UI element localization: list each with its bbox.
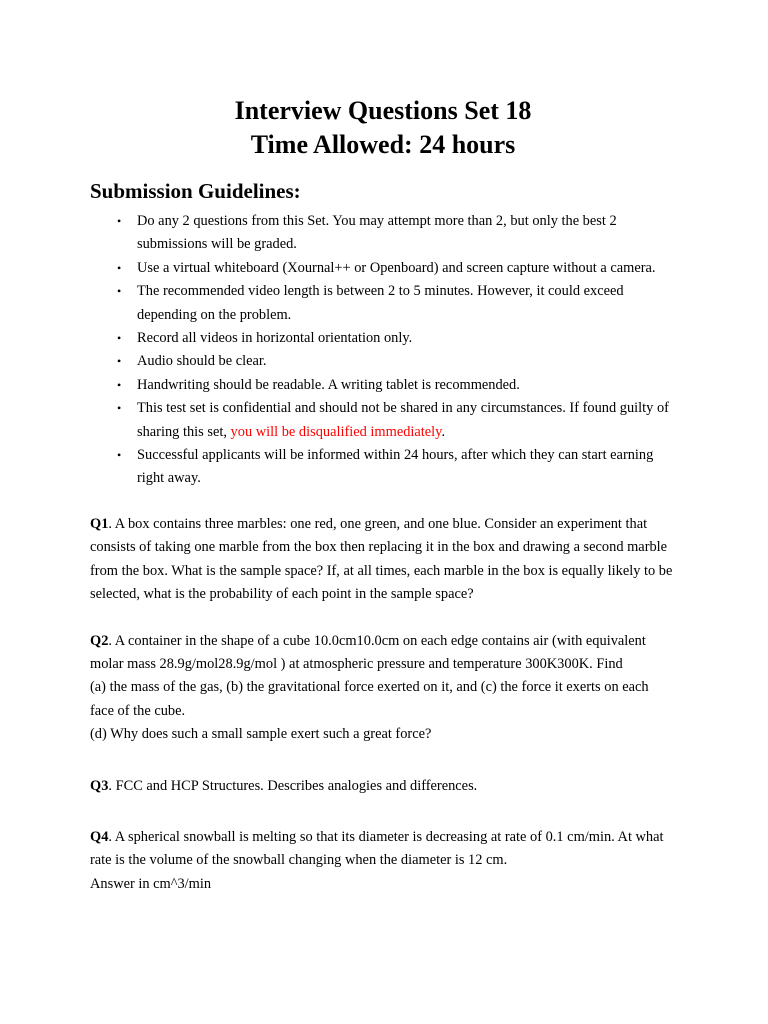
guideline-item [90, 350, 676, 373]
bullet-icon: • [117, 214, 122, 228]
bullet-icon: • [117, 401, 122, 416]
bullet-icon: • [117, 377, 122, 392]
guideline-text: The recommended video length is between 2 to 5 minutes. However, it could exceed depending on the problem. [137, 283, 624, 323]
guideline-item [90, 257, 676, 280]
guideline-text: Use a virtual whiteboard (Xournal++ or Openboard) and screen capture without a camera. [137, 259, 656, 276]
guideline-item [90, 210, 676, 257]
question-label: Q3 [90, 777, 109, 794]
question-2 [90, 630, 676, 747]
bullet-icon: • [117, 284, 122, 299]
guideline-text: Successful applicants will be informed within 24 hours, after which they can start earning right away. [137, 447, 654, 487]
guideline-item [90, 397, 676, 444]
question-text: . A box contains three marbles: one red, one green, and one blue. Consider an experiment that consists of taking one marble from the box then replacing it in the box and drawing a second marble from the box. What is the sample space? If, at all times, each marble in the box is equally likely to be selected, what is the probability of each point in the sample space? [90, 515, 673, 603]
question-4 [90, 826, 676, 896]
bullet-icon: • [117, 448, 122, 463]
question-label: Q4 [90, 828, 109, 845]
guideline-item [90, 280, 676, 327]
disqualification-warning: you will be disqualified immediately [230, 423, 442, 440]
document-title [90, 94, 676, 162]
question-text: . A spherical snowball is melting so that its diameter is decreasing at rate of 0.1 cm/min. At what rate is the volume of the snowball changing when the diameter is 12 cm. [90, 828, 664, 869]
guideline-text: Record all videos in horizontal orientation only. [137, 330, 413, 347]
guideline-text: This test set is confidential and should not be shared in any circumstances. If found guilty of sharing this set, [137, 400, 669, 440]
warning-period: . [441, 423, 446, 440]
title-line-time: Time Allowed: 24 hours [250, 130, 516, 159]
question-subpart-abc: (a) the mass of the gas, (b) the gravitational force exerted on it, and (c) the force it exerts on each face of the cube. [90, 679, 649, 719]
guideline-item [90, 374, 676, 397]
question-text: . A container in the shape of a cube 10.0cm10.0cm on each edge contains air (with equivalent molar mass 28.9g/mol28.9g/mol ) at atmospheric pressure and temperature 300K300K. Find [90, 632, 646, 672]
question-label: Q2 [90, 632, 109, 649]
guidelines-list [90, 210, 676, 491]
title-line-set: Interview Questions Set 18 [234, 96, 532, 125]
guidelines-heading: Submission Guidelines: [90, 179, 301, 203]
guideline-text: Audio should be clear. [137, 353, 267, 370]
question-label: Q1 [90, 515, 109, 532]
question-1 [90, 513, 676, 607]
guideline-item [90, 327, 676, 350]
question-text: . FCC and HCP Structures. Describes analogies and differences. [108, 777, 478, 794]
guideline-item [90, 444, 676, 491]
guideline-text: Do any 2 questions from this Set. You may attempt more than 2, but only the best 2 submissions will be graded. [137, 213, 617, 253]
question-subpart-d: (d) Why does such a small sample exert such a great force? [90, 726, 432, 743]
bullet-icon: • [117, 354, 122, 369]
answer-unit-note: Answer in cm^3/min [90, 875, 212, 892]
question-3 [90, 775, 676, 798]
bullet-icon: • [117, 260, 122, 275]
bullet-icon: • [117, 331, 122, 346]
guideline-text: Handwriting should be readable. A writing tablet is recommended. [137, 376, 520, 393]
